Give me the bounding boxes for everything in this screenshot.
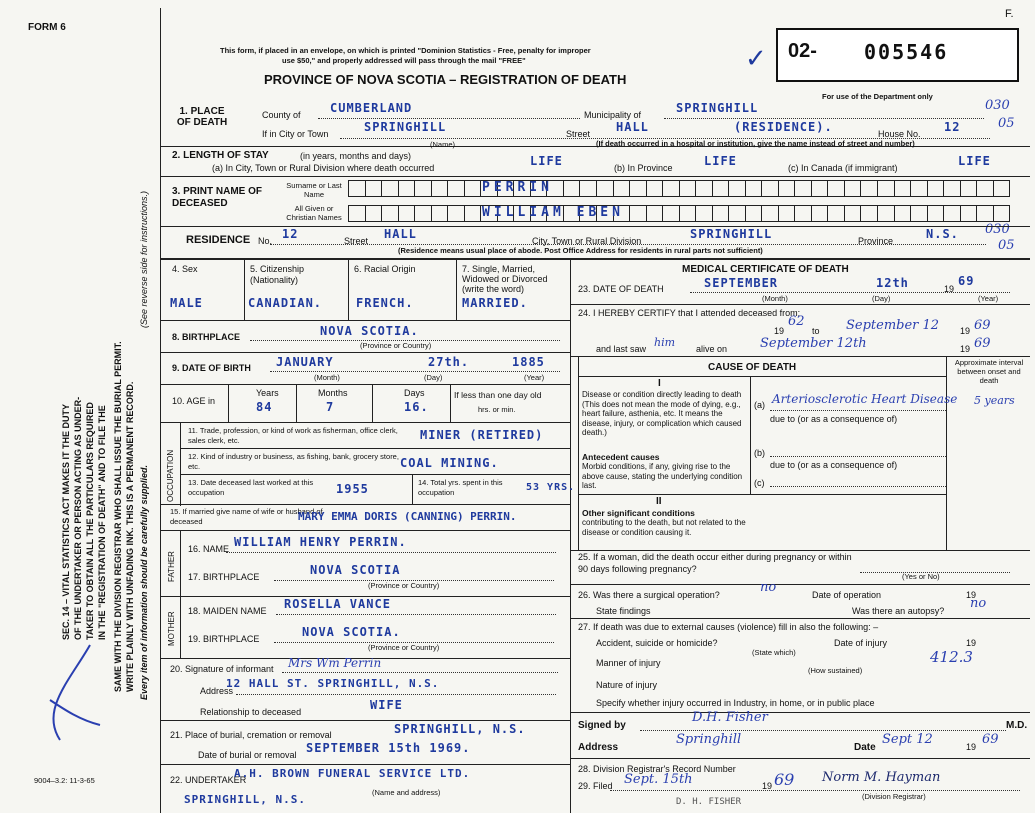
rule bbox=[160, 504, 570, 505]
rule bbox=[570, 584, 1030, 585]
sex-value: MALE bbox=[170, 296, 203, 310]
surname-label: Surname or Last Name bbox=[286, 181, 342, 199]
accident-label: Accident, suicide or homicide? bbox=[596, 638, 718, 648]
attended-from-prefix: 19 bbox=[774, 326, 785, 336]
cause-column-rule bbox=[750, 376, 751, 494]
dob-label: 9. DATE OF BIRTH bbox=[172, 363, 251, 373]
filed-date: Sept. 15th bbox=[624, 772, 693, 787]
rule bbox=[570, 356, 1030, 357]
other-conditions-description: contributing to the death, but not related to the disease or condition causing it. bbox=[582, 518, 746, 537]
q27-label: 27. If death was due to external causes (violence) fill in also the following: – bbox=[578, 622, 879, 632]
municipality-value: SPRINGHILL bbox=[676, 101, 759, 115]
street-label: Street bbox=[566, 129, 591, 139]
margin-code-4: 05 bbox=[998, 238, 1015, 253]
classification-code: 412.3 bbox=[930, 648, 973, 666]
fill-line bbox=[610, 790, 1020, 791]
fill-line bbox=[770, 410, 946, 411]
rule bbox=[160, 176, 1030, 177]
death-month-caption: (Month) bbox=[762, 294, 788, 303]
dob-day-caption: (Day) bbox=[424, 373, 443, 382]
father-side-label: FATHER bbox=[167, 551, 176, 582]
fill-line bbox=[770, 456, 946, 457]
county-value: CUMBERLAND bbox=[330, 101, 413, 115]
antecedent-description: Morbid conditions, if any, giving rise to the above cause, stating the underlying condition last. bbox=[582, 462, 743, 490]
marital-status-value: MARRIED. bbox=[462, 296, 528, 310]
death-year: 69 bbox=[958, 274, 975, 288]
burial-place: SPRINGHILL, N.S. bbox=[394, 722, 526, 736]
cause-c-label: (c) bbox=[754, 478, 765, 488]
undertaker-caption: (Name and address) bbox=[372, 788, 441, 797]
fill-line bbox=[640, 730, 1006, 731]
signed-by-label: Signed by bbox=[578, 720, 626, 731]
corner-mark: F. bbox=[1005, 8, 1014, 20]
hospital-note: (If death occurred in a hospital or institution, give the name instead of street and number) bbox=[596, 139, 915, 148]
birthplace-value: NOVA SCOTIA. bbox=[320, 324, 419, 338]
stay-b-label: (b) In Province bbox=[614, 163, 673, 173]
rule bbox=[160, 422, 570, 423]
residence-no-value: 12 bbox=[282, 227, 299, 241]
rule bbox=[180, 474, 570, 475]
cause-a-value: Arteriosclerotic Heart Disease bbox=[772, 392, 958, 406]
marital-status-label: 7. Single, Married, Widowed or Divorced (write the word) bbox=[462, 264, 548, 294]
registration-number: 005546 bbox=[864, 40, 949, 64]
cause-a-label: (a) bbox=[754, 400, 765, 410]
death-day-caption: (Day) bbox=[872, 294, 891, 303]
stay-a-value: LIFE bbox=[530, 154, 563, 168]
father-birthplace-label: 17. BIRTHPLACE bbox=[188, 572, 260, 582]
physician-signature: D.H. Fisher bbox=[692, 710, 768, 725]
fill-line bbox=[270, 371, 560, 372]
physician-stamp: D. H. FISHER bbox=[676, 797, 742, 807]
mother-birthplace-value: NOVA SCOTIA. bbox=[302, 625, 401, 639]
rule bbox=[160, 320, 570, 321]
dob-year: 1885 bbox=[512, 355, 545, 369]
spouse-value: MARY EMMA DORIS (CANNING) PERRIN. bbox=[298, 510, 517, 523]
death-year-caption: (Year) bbox=[978, 294, 999, 303]
dob-day: 27th. bbox=[428, 355, 470, 369]
specify-label: Specify whether injury occurred in Industry, in home, or in public place bbox=[596, 698, 875, 708]
date-of-injury-label: Date of injury bbox=[834, 638, 888, 648]
fill-line bbox=[226, 552, 556, 553]
burial-date: SEPTEMBER 15th 1969. bbox=[306, 741, 471, 755]
q11-value: MINER (RETIRED) bbox=[420, 428, 544, 442]
attended-to-label: to bbox=[812, 326, 820, 336]
age-days-label: Days bbox=[404, 388, 425, 398]
rule bbox=[578, 494, 946, 495]
residence-city-label: City, Town or Rural Division bbox=[532, 236, 642, 246]
given-name-value: WILLIAM EBEN bbox=[482, 205, 624, 220]
part-one-label: I bbox=[658, 378, 661, 389]
undertaker-name: A.H. BROWN FUNERAL SERVICE LTD. bbox=[234, 767, 471, 780]
informant-signature-label: 20. Signature of informant bbox=[170, 664, 274, 674]
cause-table-left bbox=[578, 356, 579, 550]
residence-note: (RESIDENCE). bbox=[734, 120, 833, 134]
q26-label: 26. Was there a surgical operation? bbox=[578, 590, 720, 600]
father-name-value: WILLIAM HENRY PERRIN. bbox=[234, 535, 407, 549]
racial-origin-label: 6. Racial Origin bbox=[354, 264, 416, 274]
col-rule bbox=[228, 384, 229, 422]
less-than-day-label: If less than one day old bbox=[454, 390, 542, 400]
informant-relationship: WIFE bbox=[370, 698, 403, 712]
col-rule bbox=[372, 384, 373, 422]
registrar-caption: (Division Registrar) bbox=[862, 792, 926, 801]
rule bbox=[160, 530, 570, 531]
informant-relationship-label: Relationship to deceased bbox=[200, 707, 302, 717]
md-label: M.D. bbox=[1006, 720, 1028, 731]
col-rule bbox=[180, 422, 181, 506]
residence-province-value: N.S. bbox=[926, 227, 959, 241]
rule bbox=[160, 764, 570, 765]
rule bbox=[570, 618, 1030, 619]
cause-b-label: (b) bbox=[754, 448, 765, 458]
racial-origin-value: FRENCH. bbox=[356, 296, 414, 310]
q13-value: 1955 bbox=[336, 482, 369, 496]
print-name-label: 3. PRINT NAME OF DECEASED bbox=[172, 186, 263, 209]
part-two-label: II bbox=[656, 496, 662, 507]
state-findings-label: State findings bbox=[596, 606, 651, 616]
department-use-note: For use of the Department only bbox=[822, 92, 933, 101]
rule bbox=[570, 712, 1030, 713]
q23-label: 23. DATE OF DEATH bbox=[578, 284, 664, 294]
attended-to-year-prefix: 19 bbox=[960, 326, 971, 336]
physician-address: Springhill bbox=[676, 732, 742, 747]
certificate-date: Sept 12 bbox=[882, 732, 933, 747]
other-conditions-label: Other significant conditions bbox=[582, 508, 695, 518]
age-years-label: Years bbox=[256, 388, 279, 398]
state-which-caption: (State which) bbox=[752, 648, 796, 657]
fill-line bbox=[664, 118, 984, 119]
residence-street-label: Street bbox=[344, 236, 369, 246]
death-year-prefix: 19 bbox=[944, 284, 955, 294]
age-months-label: Months bbox=[318, 388, 348, 398]
autopsy-value: no bbox=[970, 596, 987, 611]
q29-label: 29. Filed bbox=[578, 781, 613, 791]
nature-label: Nature of injury bbox=[596, 680, 658, 690]
side-instructions-2: SAME WITH THE DIVISION REGISTRAR WHO SHALL ISSUE THE BURIAL PERMIT. WRITE PLAINLY WITH UNFADING INK. THIS IS A PERMANENT RECORD. bbox=[113, 341, 135, 692]
rule bbox=[180, 448, 570, 449]
alive-year-prefix: 19 bbox=[960, 344, 971, 354]
residence-note: (Residence means usual place of abode. Post Office Address for residents in rural parts not sufficient) bbox=[398, 246, 763, 255]
residence-city-value: SPRINGHILL bbox=[690, 227, 773, 241]
due-to-label-2: due to (or as a consequence of) bbox=[770, 460, 898, 470]
side-instructions-3: Every item of information should be carefully supplied. bbox=[139, 464, 149, 700]
sex-label: 4. Sex bbox=[172, 264, 198, 274]
rule bbox=[570, 758, 1030, 759]
certificate-year: 69 bbox=[982, 732, 999, 747]
residence-label: RESIDENCE bbox=[186, 234, 251, 246]
fill-line bbox=[690, 292, 1010, 293]
stay-c-value: LIFE bbox=[958, 154, 991, 168]
filed-year: 69 bbox=[774, 770, 795, 789]
attended-from-year: 62 bbox=[788, 314, 805, 329]
q13-label: 13. Date deceased last worked at this occupation bbox=[188, 478, 314, 497]
municipality-label: Municipality of bbox=[584, 110, 642, 120]
rule bbox=[570, 304, 1030, 305]
due-to-label-1: due to (or as a consequence of) bbox=[770, 414, 898, 424]
col-rule bbox=[244, 258, 245, 320]
registration-prefix: 02- bbox=[788, 40, 817, 62]
mother-maiden-label: 18. MAIDEN NAME bbox=[188, 606, 267, 616]
side-instructions: SEC. 14 – VITAL STATISTICS ACT MAKES IT THE DUTY OF THE UNDERTAKER OR PERSON ACTING AS UNDER- TAKER TO OBTAIN ALL THE PARTICULARS REQUIRED IN THE "REGISTRATION OF DEATH" AND TO FILE THE bbox=[61, 396, 107, 640]
registrar-signature: Norm M. Hayman bbox=[822, 770, 941, 785]
interval-column-rule bbox=[946, 356, 947, 550]
length-of-stay-sub: (in years, months and days) bbox=[300, 151, 412, 161]
col-rule bbox=[348, 258, 349, 320]
q25-label: 25. If a woman, did the death occur either during pregnancy or within 90 days following pregnancy? bbox=[578, 552, 852, 574]
checkmark-icon: ✓ bbox=[745, 44, 767, 74]
q14-label: 14. Total yrs. spent in this occupation bbox=[418, 478, 503, 497]
margin-scribble-icon bbox=[30, 640, 110, 750]
registration-number-box bbox=[776, 28, 1019, 82]
disease-description: Disease or condition directly leading to death (This does not mean the mode of dying, e.g., heart failure, asthenia, etc. It means the disease, injury, or complication which caused death.) bbox=[582, 390, 742, 437]
form-code: 9004–3.2: 11-3-65 bbox=[34, 776, 95, 785]
house-value: 12 bbox=[944, 120, 961, 134]
fill-line bbox=[770, 486, 946, 487]
city-label: If in City or Town bbox=[262, 129, 329, 139]
citizenship-label: 5. Citizenship (Nationality) bbox=[250, 264, 305, 285]
operation-year-prefix: 19 bbox=[966, 590, 977, 600]
occupation-side-label: OCCUPATION bbox=[166, 449, 175, 502]
fill-line bbox=[236, 694, 556, 695]
given-name-grid bbox=[348, 205, 1010, 222]
col-rule bbox=[456, 258, 457, 320]
mother-side-label: MOTHER bbox=[167, 611, 176, 646]
age-months-value: 7 bbox=[326, 400, 335, 414]
q15-label: 15. If married give name of wife or husband of deceased bbox=[170, 507, 323, 526]
dob-month-caption: (Month) bbox=[314, 373, 340, 382]
mother-maiden-value: ROSELLA VANCE bbox=[284, 597, 391, 611]
street-value: HALL bbox=[616, 120, 649, 134]
cause-of-death-header: CAUSE OF DEATH bbox=[708, 362, 797, 373]
rule bbox=[578, 376, 946, 377]
mother-birthplace-label: 19. BIRTHPLACE bbox=[188, 634, 260, 644]
margin-code-2: 05 bbox=[998, 116, 1015, 131]
attended-to-date: September 12 bbox=[846, 318, 940, 333]
house-label: House No. bbox=[878, 129, 921, 139]
alive-on-label: alive on bbox=[696, 344, 728, 354]
q12-label: 12. Kind of industry or business, as fishing, bank, grocery store, etc. bbox=[188, 452, 399, 471]
rule bbox=[160, 720, 570, 721]
col-rule bbox=[450, 384, 451, 422]
antecedent-label: Antecedent causes bbox=[582, 452, 660, 462]
citizenship-value: CANADIAN. bbox=[248, 296, 323, 310]
age-label: 10. AGE in bbox=[172, 396, 216, 406]
col-rule bbox=[180, 530, 181, 596]
fill-line bbox=[282, 672, 558, 673]
residence-street-value: HALL bbox=[384, 227, 417, 241]
margin-code-1: 030 bbox=[985, 98, 1010, 113]
margin-code-3: 030 bbox=[985, 222, 1010, 237]
left-frame-line bbox=[160, 8, 161, 813]
alive-year: 69 bbox=[974, 336, 991, 351]
informant-signature: Mrs Wm Perrin bbox=[288, 656, 382, 670]
mother-caption: (Province or Country) bbox=[368, 643, 440, 652]
injury-year-prefix: 19 bbox=[966, 638, 977, 648]
attended-to-year: 69 bbox=[974, 318, 991, 333]
column-divider bbox=[570, 258, 571, 813]
age-days-value: 16. bbox=[404, 400, 429, 414]
last-saw-label: and last saw bbox=[596, 344, 647, 354]
burial-place-label: 21. Place of burial, cremation or removal bbox=[170, 730, 332, 740]
autopsy-label: Was there an autopsy? bbox=[852, 606, 945, 616]
q24-label: 24. I HEREBY CERTIFY that I attended deceased from: bbox=[578, 308, 801, 318]
stay-a-label: (a) In City, Town or Rural Division where death occurred bbox=[212, 163, 435, 173]
father-name-label: 16. NAME bbox=[188, 544, 230, 554]
burial-date-label: Date of burial or removal bbox=[198, 750, 297, 760]
county-label: County of bbox=[262, 110, 301, 120]
form-number: FORM 6 bbox=[28, 22, 66, 33]
q14-value: 53 YRS. bbox=[526, 482, 576, 493]
age-years-value: 84 bbox=[256, 400, 273, 414]
q11-label: 11. Trade, profession, or kind of work as fisherman, office clerk, sales clerk, etc. bbox=[188, 426, 398, 445]
fill-line bbox=[276, 614, 556, 615]
mail-notice-line2: use $50," and properly addressed will pass through the mail "FREE" bbox=[282, 56, 526, 65]
residence-no-label: No. bbox=[258, 236, 273, 246]
given-name-label: All Given or Christian Names bbox=[286, 204, 342, 222]
q26-value: no bbox=[760, 580, 777, 595]
fill-line bbox=[318, 118, 580, 119]
dob-month: JANUARY bbox=[276, 355, 334, 369]
q28-label: 28. Division Registrar's Record Number bbox=[578, 764, 736, 774]
stay-c-label: (c) In Canada (if immigrant) bbox=[788, 163, 898, 173]
rule bbox=[160, 352, 570, 353]
stay-b-value: LIFE bbox=[704, 154, 737, 168]
manner-label: Manner of injury bbox=[596, 658, 661, 668]
certificate-date-label: Date bbox=[854, 742, 876, 753]
fill-line bbox=[270, 244, 986, 245]
yes-no-caption: (Yes or No) bbox=[902, 572, 940, 581]
surname-value: PERRIN bbox=[482, 180, 553, 195]
length-of-stay-label: 2. LENGTH OF STAY bbox=[172, 150, 269, 161]
city-value: SPRINGHILL bbox=[364, 120, 447, 134]
death-month: SEPTEMBER bbox=[704, 276, 779, 290]
surname-grid bbox=[348, 180, 1010, 197]
rule bbox=[160, 258, 1030, 260]
undertaker-label: 22. UNDERTAKER bbox=[170, 775, 247, 785]
filed-year-prefix: 19 bbox=[762, 781, 773, 791]
q12-value: COAL MINING. bbox=[400, 456, 499, 470]
birthplace-caption: (Province or Country) bbox=[360, 341, 432, 350]
place-of-death-label: 1. PLACE OF DEATH bbox=[176, 106, 228, 128]
mail-notice-line1: This form, if placed in an envelope, on which is printed "Dominion Statistics - Free, penalty for improper bbox=[220, 46, 591, 55]
side-instructions-4: (See reverse side for instructions.) bbox=[139, 190, 149, 328]
alive-on-date: September 12th bbox=[760, 336, 867, 351]
certificate-year-prefix: 19 bbox=[966, 742, 977, 752]
dob-year-caption: (Year) bbox=[524, 373, 545, 382]
physician-address-label: Address bbox=[578, 742, 619, 753]
death-day: 12th bbox=[876, 276, 909, 290]
form-title: PROVINCE OF NOVA SCOTIA – REGISTRATION OF DEATH bbox=[264, 72, 627, 87]
informant-address: 12 HALL ST. SPRINGHILL, N.S. bbox=[226, 677, 440, 690]
hrs-min-label: hrs. or min. bbox=[478, 405, 516, 414]
father-birthplace-value: NOVA SCOTIA bbox=[310, 563, 401, 577]
interval-header: Approximate interval between onset and death bbox=[954, 358, 1024, 385]
col-rule bbox=[180, 596, 181, 658]
rule bbox=[160, 384, 570, 385]
residence-province-label: Province bbox=[858, 236, 894, 246]
how-sustained-caption: (How sustained) bbox=[808, 666, 863, 675]
last-saw-him: him bbox=[654, 336, 676, 349]
name-caption: (Name) bbox=[430, 140, 456, 149]
col-rule bbox=[296, 384, 297, 422]
col-rule bbox=[412, 474, 413, 504]
informant-address-label: Address bbox=[200, 686, 234, 696]
birthplace-label: 8. BIRTHPLACE bbox=[172, 332, 241, 342]
undertaker-address: SPRINGHILL, N.S. bbox=[184, 793, 306, 806]
interval-a-value: 5 years bbox=[974, 394, 1015, 407]
medical-certificate-title: MEDICAL CERTIFICATE OF DEATH bbox=[682, 264, 849, 275]
date-of-operation-label: Date of operation bbox=[812, 590, 882, 600]
father-caption: (Province or Country) bbox=[368, 581, 440, 590]
